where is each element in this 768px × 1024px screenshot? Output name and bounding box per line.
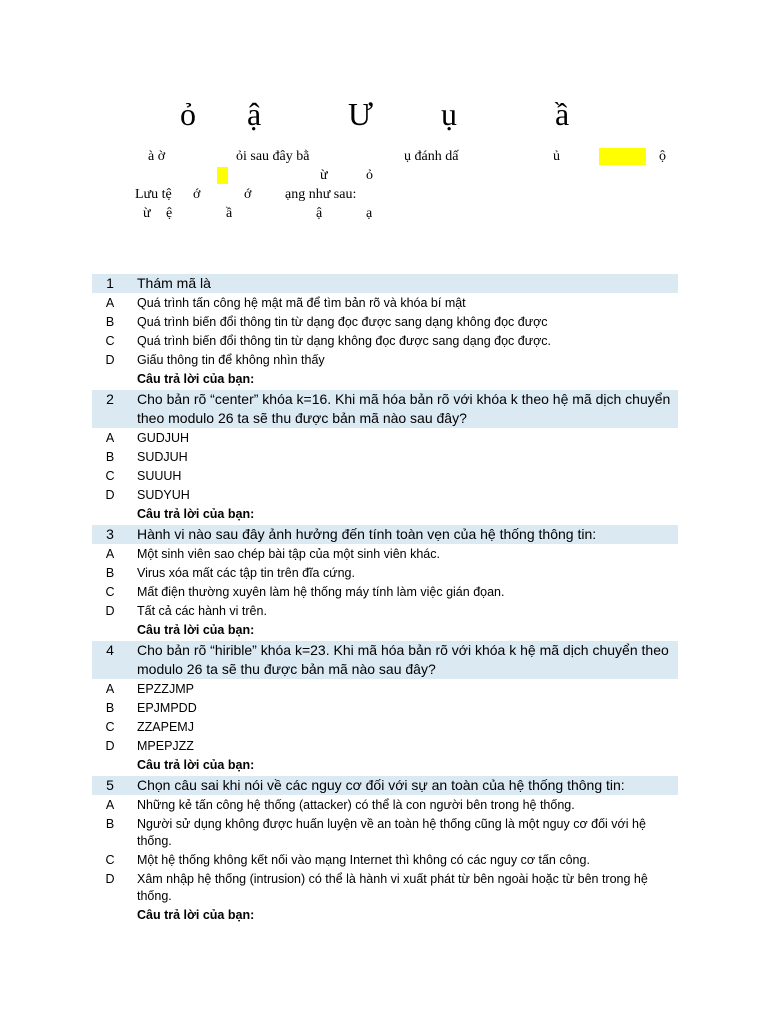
option-text: SUUUH bbox=[137, 469, 182, 483]
option-key: D bbox=[105, 604, 115, 618]
answer-row bbox=[92, 371, 678, 388]
option-key: D bbox=[105, 488, 115, 502]
answer-label: Câu trả lời của bạn: bbox=[137, 372, 255, 386]
option-row bbox=[92, 738, 678, 755]
title-glyph: ầ bbox=[555, 96, 570, 132]
option-row bbox=[92, 546, 678, 563]
option-key: A bbox=[105, 547, 115, 561]
option-key: B bbox=[105, 817, 115, 831]
answer-label: Câu trả lời của bạn: bbox=[137, 758, 255, 772]
option-row bbox=[92, 797, 678, 814]
answer-row bbox=[92, 907, 678, 924]
option-row bbox=[92, 314, 678, 331]
intro-fragment: Lưu tệ bbox=[135, 187, 172, 202]
option-row bbox=[92, 430, 678, 447]
option-key: B bbox=[105, 566, 115, 580]
question-number: 5 bbox=[106, 777, 114, 793]
option-text: Mất điện thường xuyên làm hệ thống máy tính làm việc gián đọan. bbox=[137, 585, 505, 599]
intro-fragment: ỏi sau đây bằ bbox=[236, 149, 310, 164]
highlight-mark bbox=[599, 148, 646, 165]
option-key: D bbox=[105, 739, 115, 753]
question-row bbox=[92, 641, 678, 679]
option-row bbox=[92, 333, 678, 350]
option-text: Một sinh viên sao chép bài tập của một sinh viên khác. bbox=[137, 547, 440, 561]
option-text: MPEPJZZ bbox=[137, 739, 194, 753]
option-key: B bbox=[105, 701, 115, 715]
intro-fragment: ộ bbox=[659, 149, 666, 164]
intro-fragment: ỏ bbox=[366, 168, 373, 183]
option-key: A bbox=[105, 682, 115, 696]
option-text: Giấu thông tin để không nhìn thấy bbox=[137, 353, 325, 367]
option-key: D bbox=[105, 353, 115, 367]
question-text: Hành vi nào sau đây ảnh hưởng đến tính toàn vẹn của hệ thống thông tin: bbox=[137, 526, 597, 542]
intro-fragment: ớ bbox=[244, 187, 252, 202]
option-key: B bbox=[105, 450, 115, 464]
title-glyph: ỏ bbox=[180, 96, 196, 132]
answer-row bbox=[92, 622, 678, 639]
intro-fragment: ủ bbox=[553, 149, 560, 164]
intro-fragment: ạ bbox=[366, 206, 373, 221]
option-key: C bbox=[105, 853, 115, 867]
question-text: Thám mã là bbox=[137, 275, 211, 291]
intro-fragment: ầ bbox=[226, 206, 233, 221]
option-text: Tất cả các hành vi trên. bbox=[137, 604, 267, 618]
option-key: C bbox=[105, 720, 115, 734]
question-row bbox=[92, 274, 678, 293]
option-text: Quá trình biến đổi thông tin từ dạng không đọc được sang dạng đọc được. bbox=[137, 334, 551, 348]
option-text: SUDYUH bbox=[137, 488, 190, 502]
option-row bbox=[92, 565, 678, 582]
intro-fragment: ớ bbox=[193, 187, 201, 202]
question-text: Cho bản rõ “center” khóa k=16. Khi mã hóa bản rõ với khóa k theo hệ mã dịch chuyển theo modulo 26 ta sẽ thu được bản mã nào sau đây? bbox=[137, 391, 671, 426]
option-row bbox=[92, 352, 678, 369]
answer-label: Câu trả lời của bạn: bbox=[137, 908, 255, 922]
title-glyph: ụ bbox=[441, 96, 457, 132]
option-text: Virus xóa mất các tập tin trên đĩa cứng. bbox=[137, 566, 355, 580]
answer-label: Câu trả lời của bạn: bbox=[137, 623, 255, 637]
option-row bbox=[92, 584, 678, 601]
question-table bbox=[92, 274, 678, 926]
intro-fragment: ụ đánh dấ bbox=[404, 149, 459, 164]
option-text: Xâm nhập hệ thống (intrusion) có thể là hành vi xuất phát từ bên ngoài hoặc từ bên trong hệ thống. bbox=[137, 872, 648, 903]
option-key: A bbox=[105, 798, 115, 812]
option-key: A bbox=[105, 296, 115, 310]
highlight-mark bbox=[217, 167, 228, 184]
option-text: Những kẻ tấn công hệ thống (attacker) có thể là con người bên trong hệ thống. bbox=[137, 798, 575, 812]
option-row bbox=[92, 852, 678, 869]
title-glyph: ậ bbox=[247, 96, 262, 132]
option-key: D bbox=[105, 872, 115, 886]
option-key: B bbox=[105, 315, 115, 329]
intro-fragment: ậ bbox=[316, 206, 323, 221]
title-glyph: Ư bbox=[348, 96, 373, 132]
option-row bbox=[92, 468, 678, 485]
option-text: Quá trình biến đổi thông tin từ dạng đọc được sang dạng không đọc được bbox=[137, 315, 548, 329]
option-text: Một hệ thống không kết nối vào mạng Internet thì không có các nguy cơ tấn công. bbox=[137, 853, 590, 867]
intro-fragment: ừ bbox=[320, 168, 328, 183]
option-row bbox=[92, 487, 678, 504]
question-number: 1 bbox=[106, 275, 114, 291]
option-text: Quá trình tấn công hệ mật mã để tìm bản rõ và khóa bí mật bbox=[137, 296, 466, 310]
intro-fragment: ệ bbox=[166, 206, 173, 221]
question-number: 4 bbox=[106, 642, 114, 658]
option-key: A bbox=[105, 431, 115, 445]
answer-row bbox=[92, 506, 678, 523]
option-row bbox=[92, 295, 678, 312]
option-key: C bbox=[105, 585, 115, 599]
option-row bbox=[92, 700, 678, 717]
option-row bbox=[92, 449, 678, 466]
option-key: C bbox=[105, 469, 115, 483]
option-text: GUDJUH bbox=[137, 431, 190, 445]
option-row bbox=[92, 603, 678, 620]
option-row bbox=[92, 681, 678, 698]
option-row bbox=[92, 816, 678, 850]
option-text: EPZZJMP bbox=[137, 682, 194, 696]
intro-fragment: ạng như sau: bbox=[285, 187, 357, 202]
question-number: 3 bbox=[106, 526, 114, 542]
option-text: SUDJUH bbox=[137, 450, 188, 464]
intro-fragment: ừ bbox=[143, 206, 151, 221]
answer-row bbox=[92, 757, 678, 774]
option-text: Người sử dụng không được huấn luyện về an toàn hệ thống cũng là một nguy cơ đối với hệ thống. bbox=[137, 817, 646, 848]
answer-label: Câu trả lời của bạn: bbox=[137, 507, 255, 521]
option-key: C bbox=[105, 334, 115, 348]
option-row bbox=[92, 719, 678, 736]
option-text: EPJMPDD bbox=[137, 701, 197, 715]
option-row bbox=[92, 871, 678, 905]
question-row bbox=[92, 776, 678, 795]
question-row bbox=[92, 390, 678, 428]
question-text: Cho bản rõ “hirible” khóa k=23. Khi mã hóa bản rõ với khóa k hệ mã dịch chuyển theo modulo 26 ta sẽ thu được bản mã nào sau đây? bbox=[137, 642, 669, 677]
intro-fragment: à ờ bbox=[148, 149, 166, 164]
question-number: 2 bbox=[106, 391, 114, 407]
question-text: Chọn câu sai khi nói về các nguy cơ đối với sự an toàn của hệ thống thông tin: bbox=[137, 777, 625, 793]
option-text: ZZAPEMJ bbox=[137, 720, 194, 734]
question-row bbox=[92, 525, 678, 544]
